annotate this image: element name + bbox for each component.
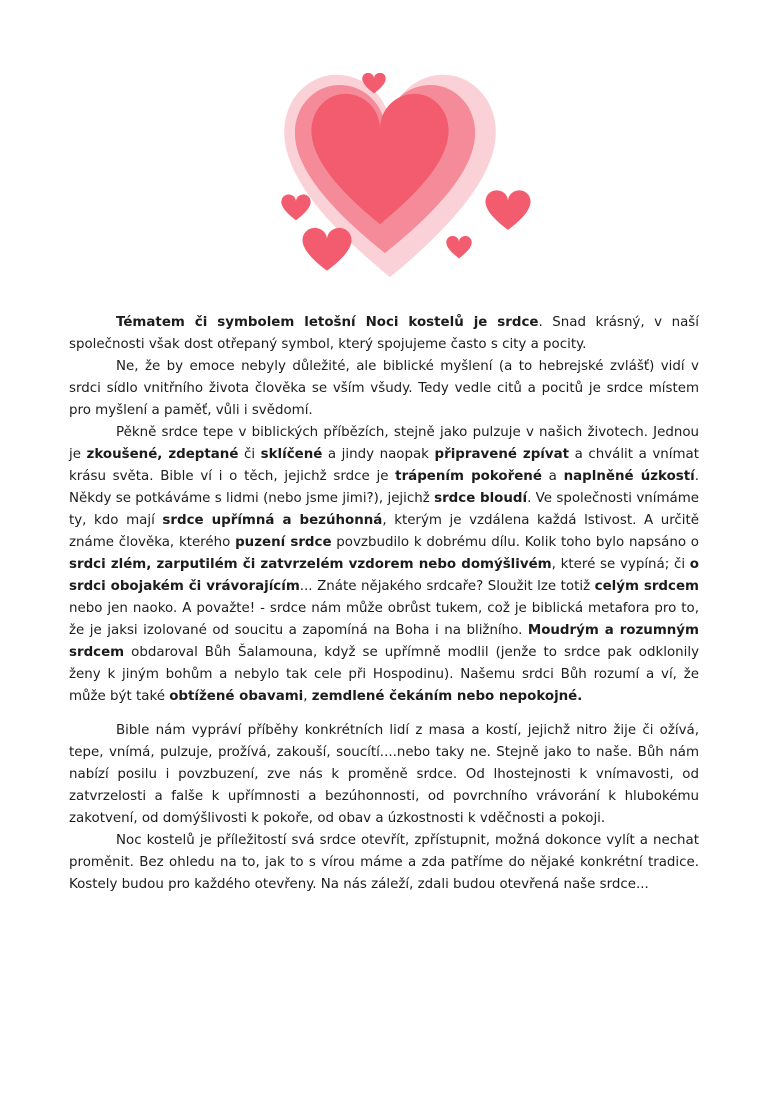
text-run: Noc kostelů je příležitostí svá srdce otevřít, zpřístupnit, možná dokonce vylít a nechat proměnit. Bez ohledu na to, jak to s vírou máme a zda patříme do nějaké konkrétní tradice. Kostely budou pro každého otevřeny. Na nás záleží, zdali budou otevřená naše srdce...: [69, 833, 699, 892]
small-heart-icon: [303, 228, 352, 271]
hearts-illustration-icon: [270, 60, 540, 290]
text-run: a jindy naopak: [322, 447, 435, 462]
text-run: či: [238, 447, 261, 462]
paragraph: [69, 830, 699, 896]
text-run: povzbudilo k dobrému dílu. Kolik toho bylo napsáno o: [331, 535, 699, 550]
bold-text: trápením pokořené: [395, 469, 542, 484]
paragraph: [69, 312, 699, 356]
text-run: , které se vypíná; či: [551, 557, 690, 572]
text-run: a chválit a vnímat krásu světa. Bible ví i o těch, jejichž srdce je: [69, 447, 699, 484]
small-heart-icon: [485, 190, 530, 229]
text-run: , kterým je vzdálena každá lstivost. A určitě známe člověka, kterého: [69, 513, 699, 550]
bold-text: srdci zlém, zarputilém či zatvrzelém vzdorem nebo domýšlivém: [69, 557, 552, 572]
text-run: ,: [303, 689, 312, 704]
bold-text: zkoušené, zdeptané: [86, 447, 239, 462]
bold-text: sklíčené: [260, 447, 323, 462]
bold-text: zemdlené čekáním nebo nepokojné.: [311, 689, 583, 704]
bold-text: naplněné úzkostí: [563, 469, 695, 484]
bold-text: Moudrým a rozumným srdcem: [69, 623, 699, 660]
bold-text: o srdci obojakém či vrávorajícím: [69, 557, 699, 594]
text-run: . Někdy se potkáváme s lidmi (nebo jsme jimi?), jejichž: [69, 469, 700, 506]
bold-text: srdce upřímná a bezúhonná: [162, 513, 383, 528]
bold-text: celým srdcem: [594, 579, 699, 594]
bold-text: připravené zpívat: [434, 447, 570, 462]
text-run: Pěkně srdce tepe v biblických příbězích, stejně jako pulzuje v našich životech. Jednou je: [69, 425, 699, 462]
bold-text: srdce bloudí: [434, 491, 528, 506]
paragraph: [69, 356, 699, 422]
paragraph: [69, 720, 699, 830]
text-run: a: [541, 469, 564, 484]
small-heart-icon: [281, 195, 310, 221]
text-run: . Snad krásný, v naší společnosti však dost otřepaný symbol, který spojujeme často s city a pocity.: [69, 315, 699, 352]
text-run: Bible nám vypráví příběhy konkrétních lidí z masa a kostí, jejichž nitro žije či ožívá, tepe, vnímá, pulzuje, prožívá, zakouší, soucítí....nebo taky ne. Stejně jako to naše. Bůh nám nabízí posilu i povzbuzení, zve nás k proměně srdce. Od lhostejnosti k vnímavosti, od zatvrzelosti a falše k upřímnosti a bezúhonnosti, od povrchního vrávorání k hlubokému zakotvení, od domýšlivosti k pokoře, od obav a úzkostnosti k vděčnosti a pokoji.: [69, 723, 699, 826]
text-run: obdaroval Bůh Šalamouna, když se upřímně modlil (jenže to srdce pak odklonily ženy k jiným bohům a nebylo tak cele při Hospodinu). Našemu srdci Bůh rozumí a ví, že může být také: [69, 645, 699, 704]
paragraph: [69, 422, 699, 708]
bold-text: obtížené obavami: [169, 689, 304, 704]
text-run: nebo jen naoko. A považte! - srdce nám může obrůst tukem, což je biblická metafora pro to, že je jaksi izolované od soucitu a zapomíná na Boha i na bližního.: [69, 601, 699, 638]
small-heart-icon: [446, 236, 471, 258]
text-run: . Ve společnosti vnímáme ty, kdo mají: [69, 491, 699, 528]
text-run: Ne, že by emoce nebyly důležité, ale biblické myšlení (a to hebrejské zvlášť) vidí v srdci sídlo vnitřního života člověka se vším všudy. Tedy vedle citů a pocitů je srdce místem pro myšlení a paměť, vůli i svědomí.: [69, 359, 699, 418]
bold-text: Tématem či symbolem letošní Noci kostelů je srdce: [116, 315, 539, 330]
article-body: [69, 312, 699, 896]
text-run: ... Znáte nějakého srdcaře? Sloužit lze totiž: [299, 579, 595, 594]
bold-text: puzení srdce: [235, 535, 332, 550]
